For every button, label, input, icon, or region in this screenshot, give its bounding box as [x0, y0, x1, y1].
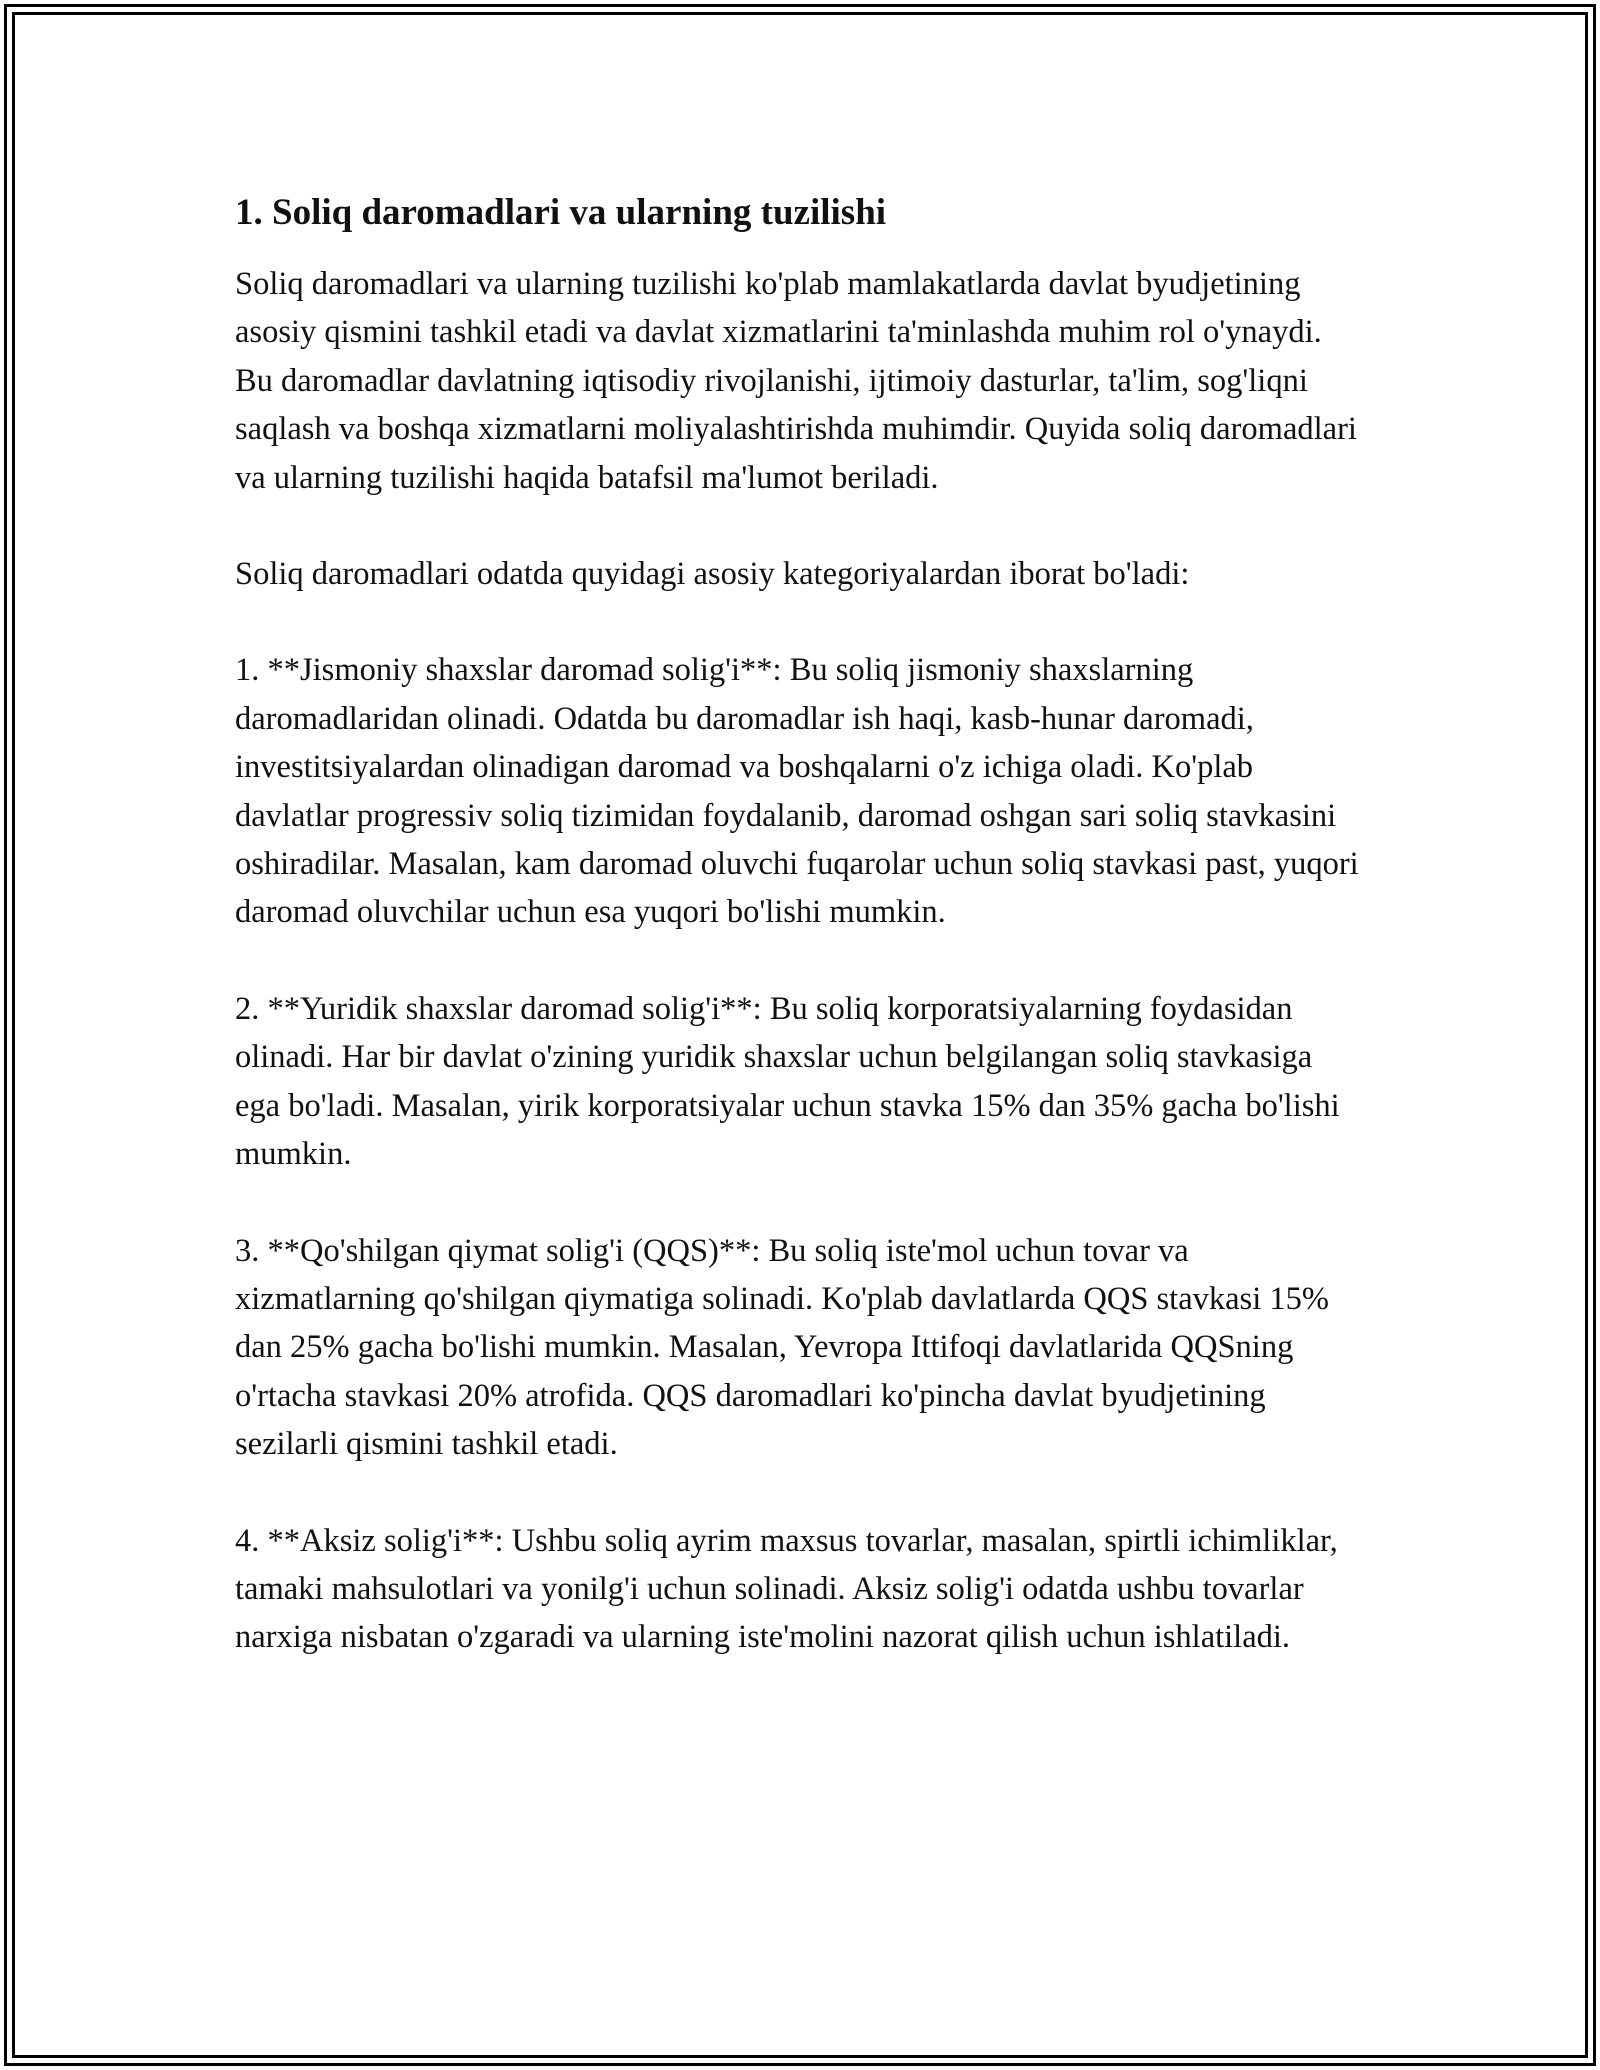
list-item-corporate-income-tax: 2. **Yuridik shaxslar daromad solig'i**: Bu soliq korporatsiyalarning foydasidan olinadi. Har bir davlat o'zining yuridik shaxslar uchun belgilangan soliq stavkasiga ega bo'ladi. Masalan, yirik korporatsiyalar uchun stavka 15% dan 35% gacha bo'lishi mumkin.	[235, 990, 1340, 1173]
list-item-value-added-tax: 3. **Qo'shilgan qiymat solig'i (QQS)**: Bu soliq iste'mol uchun tovar va xizmatlarning qo'shilgan qiymatiga solinadi. Ko'plab davlatlarda QQS stavkasi 15% dan 25% gacha bo'lishi mumkin. Masalan, Yevropa Ittifoqi davlatlarida QQSning o'rtacha stavkasi 20% atrofida. QQS daromadlari ko'pincha davlat byudjetining sezilarli qismini tashkil etadi.	[235, 1232, 1329, 1463]
categories-lead-paragraph: Soliq daromadlari odatda quyidagi asosiy kategoriyalardan iborat bo'ladi:	[235, 556, 1190, 593]
section-heading: 1. Soliq daromadlari va ularning tuzilishi	[235, 192, 887, 233]
intro-paragraph: Soliq daromadlari va ularning tuzilishi ko'plab mamlakatlarda davlat byudjetining asosiy qismini tashkil etadi va davlat xizmatlarini ta'minlashda muhim rol o'ynaydi. Bu daromadlar davlatning iqtisodiy rivojlanishi, ijtimoiy dasturlar, ta'lim, sog'liqni saqlash va boshqa xizmatlarni moliyalashtirishda muhimdir. Quyida soliq daromadlari va ularning tuzilishi haqida batafsil ma'lumot beriladi.	[235, 266, 1357, 496]
document-body	[235, 186, 1365, 1662]
list-item-excise-tax: 4. **Aksiz solig'i**: Ushbu soliq ayrim maxsus tovarlar, masalan, spirtli ichimliklar, tamaki mahsulotlari va yonilg'i uchun solinadi. Aksiz solig'i odatda ushbu tovarlar narxiga nisbatan o'zgaradi va ularning iste'molini nazorat qilish uchun ishlatiladi.	[235, 1522, 1338, 1656]
list-item-individual-income-tax: 1. **Jismoniy shaxslar daromad solig'i**: Bu soliq jismoniy shaxslarning daromadlaridan olinadi. Odatda bu daromadlar ish haqi, kasb-hunar daromadi, investitsiyalardan olinadigan daromad va boshqalarni o'z ichiga oladi. Ko'plab davlatlar progressiv soliq tizimidan foydalanib, daromad oshgan sari soliq stavkasini oshiradilar. Masalan, kam daromad oluvchi fuqarolar uchun soliq stavkasi past, yuqori daromad oluvchilar uchun esa yuqori bo'lishi mumkin.	[235, 652, 1359, 931]
